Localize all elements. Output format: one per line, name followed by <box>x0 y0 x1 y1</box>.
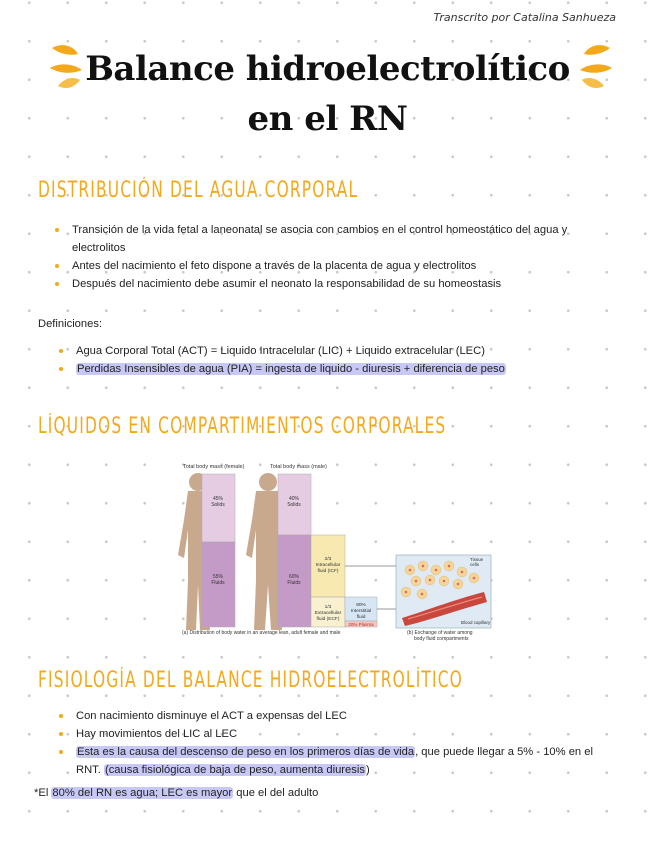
icf-fraction: 2/3 <box>324 557 332 562</box>
male-solids-pct: 40% <box>288 496 300 502</box>
plasma-pct: 20% Plasma <box>348 622 374 627</box>
list-item: Transición de la vida fetal a laneonatal se asocia con cambios en el control homeostático del agua y electrolitos <box>52 221 622 257</box>
list-item: Con nacimiento disminuye el ACT a expensas del LEC <box>56 707 618 725</box>
heading-fisiologia: FISIOLOGÍA DEL BALANCE HIDROELECTROLÍTICO <box>38 668 464 693</box>
transcriber-credit: Transcrito por Catalina Sanhueza <box>433 11 616 24</box>
female-fluids-label: Fluids <box>211 580 225 586</box>
page-title <box>0 44 655 144</box>
weight-loss-highlight: Esta es la causa del descenso de peso en los primeros días de vida <box>77 746 415 758</box>
footnote-prefix: *El <box>34 787 52 799</box>
tissue-label1: Tissue <box>470 557 484 562</box>
ecf-label1: Extracellular <box>314 611 342 616</box>
list-item <box>56 342 616 360</box>
body-fluid-figure <box>178 460 493 645</box>
capillary-label: Blood capillary <box>461 620 491 625</box>
female-solids-label: Solids <box>211 502 225 508</box>
list-item <box>56 743 618 779</box>
page-title-line2: en el RN <box>247 99 408 139</box>
caption-a: (a) Distribution of body water in an average lean, adult female and male <box>182 630 341 636</box>
list-item: Hay movimientos del LIC al LEC <box>56 725 618 743</box>
fisiologia-bullet-list <box>56 707 618 779</box>
heading-liquidos: LÍQUIDOS EN COMPARTIMIENTOS CORPORALES <box>38 414 447 439</box>
caption-b2: body fluid compartments <box>414 636 469 642</box>
caption-b1: (b) Exchange of water among <box>407 630 473 636</box>
footnote-end: que el del adulto <box>233 787 319 799</box>
footnote-highlight: 80% del RN es agua; LEC es mayor <box>52 787 233 799</box>
definition-pia-highlight: Perdidas Insensibles de agua (PIA) = ingesta de liquido - diuresis + diferencia de peso <box>77 363 505 375</box>
footnote <box>34 787 318 799</box>
heading-distribucion: DISTRIBUCIÓN DEL AGUA CORPORAL <box>38 178 359 203</box>
distribucion-bullet-list <box>52 221 622 293</box>
male-fluids-label: Fluids <box>287 580 301 586</box>
label-female: Total body mass (female) <box>183 464 245 470</box>
list-item <box>56 360 616 378</box>
definition-act: Agua Corporal Total (ACT) = Liquido Intracelular (LIC) + Liquido extracelular (LEC) <box>76 345 485 357</box>
female-solids-block <box>202 474 235 542</box>
female-fluids-pct: 55% <box>212 574 224 580</box>
icf-label1: Intracellular <box>315 563 341 568</box>
icf-label2: fluid (ICF) <box>317 569 339 574</box>
male-solids-label: Solids <box>287 502 301 508</box>
tissue-label2: cells <box>470 562 480 567</box>
weight-loss-text: , que puede llegar a 5% - 10% en el RNT. <box>76 746 593 776</box>
ecf-fraction: 1/3 <box>324 605 332 610</box>
definitions-label: Definiciones: <box>38 318 103 330</box>
ecf-label2: fluid (ECF) <box>316 617 340 622</box>
closing-paren: ) <box>365 764 370 776</box>
physiological-cause-highlight: (causa fisiológica de baja de peso, aumenta diuresis <box>104 764 365 776</box>
female-solids-pct: 45% <box>212 496 224 502</box>
male-fluids-pct: 60% <box>288 574 300 580</box>
page-title-line1: Balance hidroelectrolítico <box>85 49 570 89</box>
definitions-list <box>56 342 616 378</box>
interstitial-label2: fluid <box>356 615 366 620</box>
list-item: Antes del nacimiento el feto dispone a través de la placenta de agua y electrolitos <box>52 257 622 275</box>
interstitial-pct: 80% <box>356 603 366 608</box>
list-item: Después del nacimiento debe asumir el neonato la responsabilidad de su homeostasis <box>52 275 622 293</box>
interstitial-label1: Interstitial <box>350 609 372 614</box>
label-male: Total body mass (male) <box>270 464 327 470</box>
